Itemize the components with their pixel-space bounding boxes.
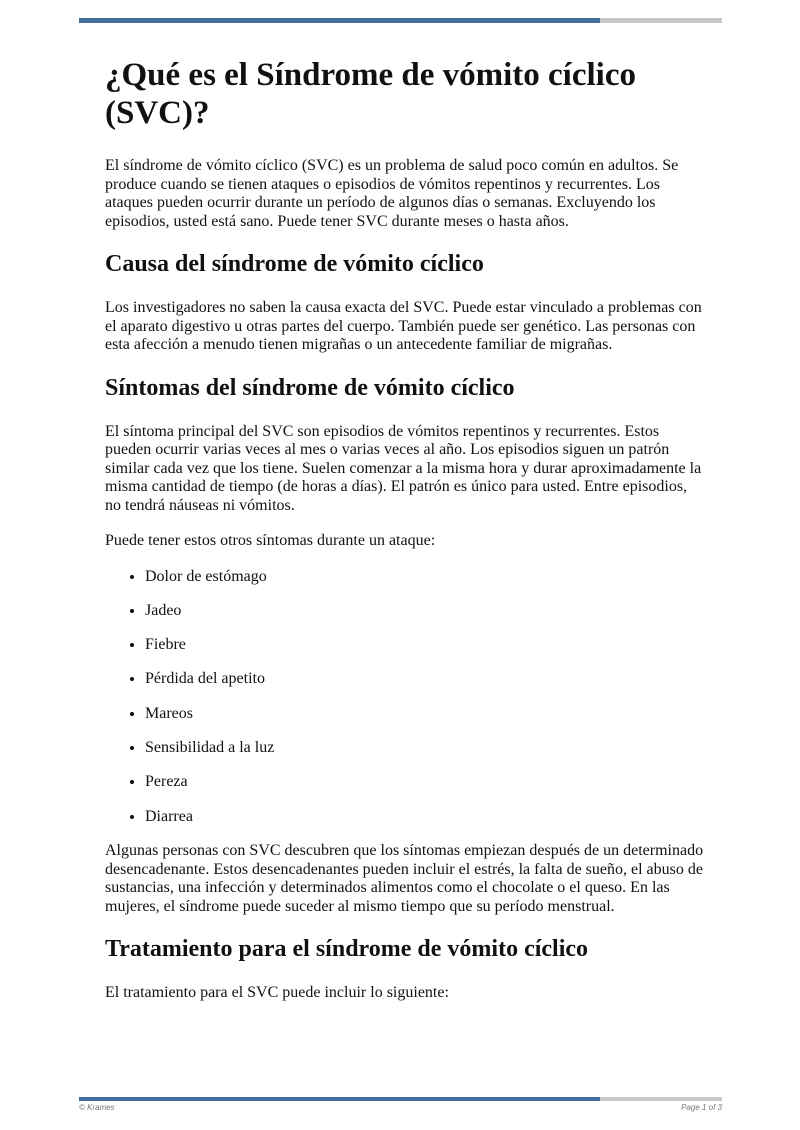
document-body xyxy=(105,56,705,1020)
list-item: • Pérdida del apetito xyxy=(145,670,705,689)
footer-progress-bar xyxy=(79,1097,722,1101)
symptom-list xyxy=(105,568,705,827)
intro-paragraph: El síndrome de vómito cíclico (SVC) es un problema de salud poco común en adultos. Se produce cuando se tienen ataques o episodios de vómitos repentinos y recurrentes. Los ataques pueden ocurrir durante un período de algunos días o semanas. Excluyendo los episodios, usted está sano. Puede tener SVC durante meses o hasta años. xyxy=(105,157,679,230)
list-item: • Mareos xyxy=(145,705,705,724)
page-title: ¿Qué es el Síndrome de vómito cíclico (SVC)? xyxy=(105,57,636,131)
triggers-paragraph: Algunas personas con SVC descubren que los síntomas empiezan después de un determinado desencadenante. Estos desencadenantes pueden incluir el estrés, la falta de sueño, el abuso de sustancias, una infección y determinados alimentos como el chocolate o el queso. En las mujeres, el síndrome puede suceder al mismo tiempo que su período menstrual. xyxy=(105,842,704,915)
causa-paragraph: Los investigadores no saben la causa exacta del SVC. Puede estar vinculado a problemas con el aparato digestivo u otras partes del cuerpo. También puede ser genético. Las personas con esta afección a menudo tienen migrañas o un antecedente familiar de migrañas. xyxy=(105,299,702,353)
sintomas-paragraph: El síntoma principal del SVC son episodios de vómitos repentinos y recurrentes. Estos pueden ocurrir varias veces al mes o varias veces al año. Los episodios siguen un patrón similar cada vez que los tiene. Suelen comenzar a la misma hora y durar aproximadamente la misma cantidad de tiempo (de horas a días). El patrón es único para usted. Entre episodios, no tendrá náuseas ni vómitos. xyxy=(105,422,702,514)
list-item: • Jadeo xyxy=(145,602,705,621)
list-item: • Fiebre xyxy=(145,636,705,655)
footer-progress-fill xyxy=(79,1097,600,1101)
footer-copyright: © Krames xyxy=(79,1103,115,1112)
section-heading-sintomas: Síntomas del síndrome de vómito cíclico xyxy=(105,374,515,401)
tratamiento-paragraph: El tratamiento para el SVC puede incluir lo siguiente: xyxy=(105,984,449,1002)
header-progress-fill xyxy=(79,18,600,23)
section-heading-causa: Causa del síndrome de vómito cíclico xyxy=(105,251,484,277)
section-heading-tratamiento: Tratamiento para el síndrome de vómito cíclico xyxy=(105,936,589,963)
list-item: • Dolor de estómago xyxy=(145,568,705,587)
footer-page-number: Page 1 of 3 xyxy=(681,1103,722,1112)
list-item: • Sensibilidad a la luz xyxy=(145,739,705,758)
sintomas-intro-list: Puede tener estos otros síntomas durante un ataque: xyxy=(105,532,436,549)
list-item: • Diarrea xyxy=(145,808,705,827)
header-progress-bar xyxy=(79,18,722,23)
list-item: • Pereza xyxy=(145,773,705,792)
